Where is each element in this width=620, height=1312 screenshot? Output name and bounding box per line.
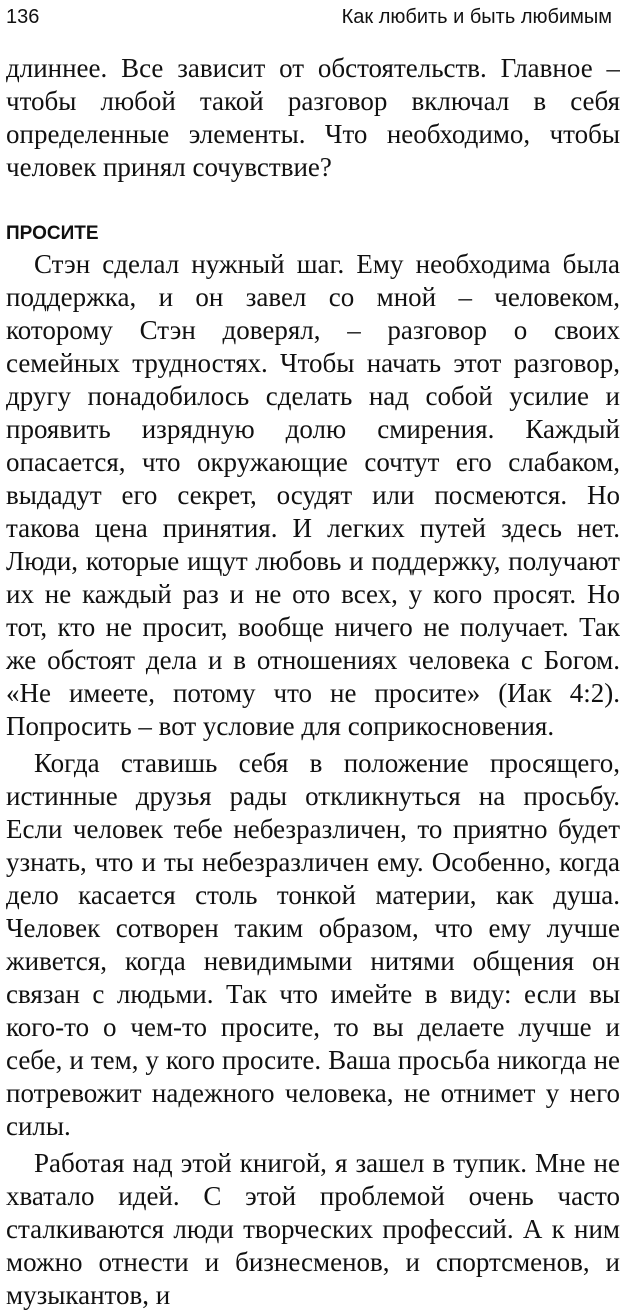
paragraph: Стэн сделал нужный шаг. Ему необходима была поддержка, и он завел со мной – человеком, которому Стэн доверял, – разговор о своих семейных трудностях. Чтобы начать этот разговор, другу понадобилось сделать над собой усилие и проявить изрядную долю смирения. Каждый опасается, что окружающие сочтут его слабаком, выдадут его секрет, осудят или посмеются. Но такова цена принятия. И легких путей здесь нет. Люди, которые ищут любовь и поддержку, получают их не каждый раз и не ото всех, у кого просят. Но тот, кто не просит, вообще ничего не получает. Так же обстоят дела и в отношениях человека с Богом. «Не имеете, потому что не просите» (Иак 4:2). Попросить – вот условие для соприкосновения. [6,249,620,741]
paragraph-continued: длиннее. Все зависит от обстоятельств. Главное – чтобы любой такой разговор включал в себя определенные элементы. Что необходимо, чтобы человек принял сочувствие? [6,53,620,182]
section-heading: ПРОСИТЕ [6,223,99,244]
paragraph: Когда ставишь себя в положение просящего, истинные друзья рады откликнуться на просьбу. Если человек тебе небезразличен, то приятно будет узнать, что и ты небезразличен ему. Особенно, когда дело касается столь тонкой материи, как душа. Человек сотворен таким образом, что ему лучше живется, когда невидимыми нитями общения он связан с людьми. Так что имейте в виду: если вы кого-то о чем-то просите, то вы делаете лучше и себе, и тем, у кого просите. Ваша просьба никогда не потревожит надежного человека, не отнимет у него силы. [6,748,620,1141]
paragraph: Работая над этой книгой, я зашел в тупик. Мне не хватало идей. С этой проблемой очень часто сталкиваются люди творческих профессий. А к ним можно отнести и бизнесменов, и спортсменов, и музыкантов, и [6,1148,620,1310]
running-title: Как любить и быть любимым [341,6,612,28]
running-header [6,2,612,32]
page-body [6,52,620,1312]
page-number: 136 [6,6,40,28]
